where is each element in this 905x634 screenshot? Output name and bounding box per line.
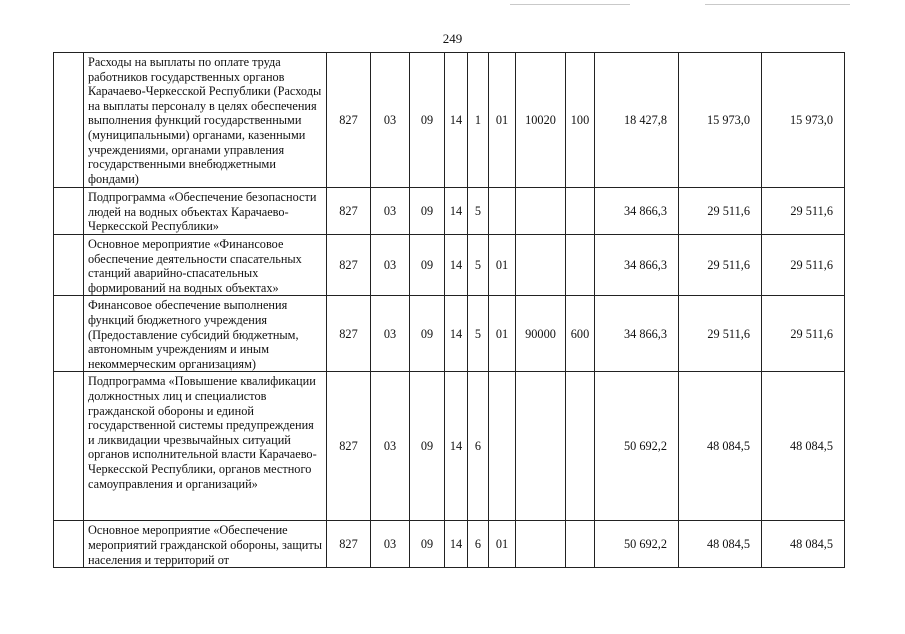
expense-type-cell (566, 235, 595, 296)
page-number: 249 (442, 31, 463, 46)
ministry-code-cell: 827 (327, 296, 371, 372)
subprogram-code-cell: 5 (468, 296, 489, 372)
direction-code-cell (516, 235, 566, 296)
direction-code-cell: 10020 (516, 53, 566, 188)
amount-cell: 29 511,6 (762, 188, 845, 235)
subsection-code-cell: 09 (410, 235, 445, 296)
amount-cell: 50 692,2 (595, 372, 679, 521)
description-cell: Подпрограмма «Обеспечение безопасности людей на водных объектах Карачаево-Черкесской Республики» (84, 188, 327, 235)
ministry-code-cell: 827 (327, 521, 371, 568)
expense-type-cell (566, 372, 595, 521)
amount-cell: 15 973,0 (762, 53, 845, 188)
activity-code-cell (489, 188, 516, 235)
table-row (54, 53, 845, 188)
index-cell (54, 372, 84, 521)
index-cell (54, 188, 84, 235)
description-cell: Расходы на выплаты по оплате труда работников государственных органов Карачаево-Черкесской Республики (Расходы на выплаты персоналу в целях обеспечения выполнения функций государственными (муниципальными) органами, казенными учреждениями, органами управления государственными внебюджетными фондами) (84, 53, 327, 188)
amount-cell: 50 692,2 (595, 521, 679, 568)
section-code-cell: 03 (371, 235, 410, 296)
amount-cell: 34 866,3 (595, 235, 679, 296)
description-cell: Основное мероприятие «Обеспечение мероприятий гражданской обороны, защиты населения и территорий от (84, 521, 327, 568)
amount-cell: 34 866,3 (595, 188, 679, 235)
subsection-code-cell: 09 (410, 188, 445, 235)
program-code-cell: 14 (445, 53, 468, 188)
section-code-cell: 03 (371, 372, 410, 521)
program-code-cell: 14 (445, 296, 468, 372)
index-cell (54, 235, 84, 296)
activity-code-cell (489, 372, 516, 521)
table-row (54, 372, 845, 521)
subprogram-code-cell: 5 (468, 188, 489, 235)
amount-cell: 29 511,6 (679, 188, 762, 235)
section-code-cell: 03 (371, 296, 410, 372)
subsection-code-cell: 09 (410, 53, 445, 188)
direction-code-cell (516, 372, 566, 521)
ministry-code-cell: 827 (327, 235, 371, 296)
ministry-code-cell: 827 (327, 372, 371, 521)
expense-type-cell: 100 (566, 53, 595, 188)
description-cell: Основное мероприятие «Финансовое обеспечение деятельности спасательных станций аварийно-спасательных формирований на водных объектах» (84, 235, 327, 296)
ministry-code-cell: 827 (327, 188, 371, 235)
amount-cell: 48 084,5 (762, 521, 845, 568)
table-row (54, 296, 845, 372)
description-cell: Подпрограмма «Повышение квалификации должностных лиц и специалистов гражданской обороны и единой государственной системы предупреждения и ликвидации чрезвычайных ситуаций органов исполнительной власти Карачаево-Черкесской Республики, органов местного самоуправления и организаций» (84, 372, 327, 521)
amount-cell: 29 511,6 (679, 235, 762, 296)
section-code-cell: 03 (371, 521, 410, 568)
direction-code-cell: 90000 (516, 296, 566, 372)
expense-type-cell (566, 521, 595, 568)
index-cell (54, 521, 84, 568)
amount-cell: 34 866,3 (595, 296, 679, 372)
subsection-code-cell: 09 (410, 521, 445, 568)
direction-code-cell (516, 521, 566, 568)
scan-artifact-line (510, 4, 630, 5)
amount-cell: 48 084,5 (679, 372, 762, 521)
table-row (54, 188, 845, 235)
program-code-cell: 14 (445, 521, 468, 568)
description-cell: Финансовое обеспечение выполнения функций бюджетного учреждения (Предоставление субсидий бюджетным, автономным учреждениям и иным некоммерческим организациям) (84, 296, 327, 372)
index-cell (54, 53, 84, 188)
program-code-cell: 14 (445, 372, 468, 521)
subprogram-code-cell: 1 (468, 53, 489, 188)
activity-code-cell: 01 (489, 53, 516, 188)
activity-code-cell: 01 (489, 296, 516, 372)
program-code-cell: 14 (445, 235, 468, 296)
amount-cell: 48 084,5 (679, 521, 762, 568)
subprogram-code-cell: 6 (468, 521, 489, 568)
expense-type-cell (566, 188, 595, 235)
amount-cell: 29 511,6 (679, 296, 762, 372)
expense-type-cell: 600 (566, 296, 595, 372)
subprogram-code-cell: 6 (468, 372, 489, 521)
amount-cell: 29 511,6 (762, 235, 845, 296)
amount-cell: 29 511,6 (762, 296, 845, 372)
section-code-cell: 03 (371, 53, 410, 188)
scan-artifact-line (705, 4, 850, 5)
section-code-cell: 03 (371, 188, 410, 235)
table-row (54, 521, 845, 568)
subprogram-code-cell: 5 (468, 235, 489, 296)
amount-cell: 48 084,5 (762, 372, 845, 521)
program-code-cell: 14 (445, 188, 468, 235)
budget-table (53, 52, 845, 568)
amount-cell: 18 427,8 (595, 53, 679, 188)
index-cell (54, 296, 84, 372)
activity-code-cell: 01 (489, 235, 516, 296)
subsection-code-cell: 09 (410, 372, 445, 521)
activity-code-cell: 01 (489, 521, 516, 568)
table-row (54, 235, 845, 296)
ministry-code-cell: 827 (327, 53, 371, 188)
subsection-code-cell: 09 (410, 296, 445, 372)
direction-code-cell (516, 188, 566, 235)
amount-cell: 15 973,0 (679, 53, 762, 188)
